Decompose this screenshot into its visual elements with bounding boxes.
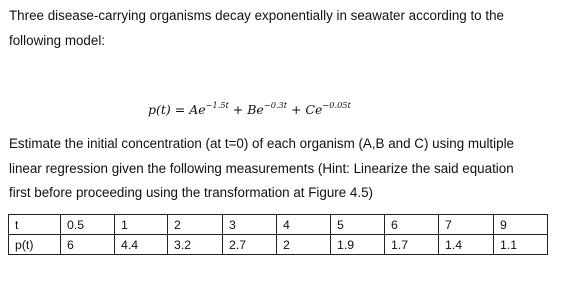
table-cell: 4: [277, 215, 331, 235]
table-cell: 6: [385, 215, 439, 235]
table-cell: 1.4: [439, 235, 494, 255]
instruction-line-1: Estimate the initial concentration (at t=0) of each organism (A,B and C) using multiple: [9, 136, 514, 151]
table-cell: 1.7: [385, 235, 439, 255]
term-2-coef: Be: [247, 102, 264, 118]
term-1-exponent: −1.5t: [205, 100, 229, 110]
table-cell: 5: [331, 215, 385, 235]
instruction-line-2: linear regression given the following measurements (Hint: Linearize the said equation: [9, 160, 514, 176]
table-cell: 0.5: [61, 215, 115, 235]
instruction-line-3: first before proceeding using the transformation at Figure 4.5): [9, 185, 373, 200]
table-cell: 6: [61, 235, 115, 255]
table-cell: 7: [439, 215, 494, 235]
problem-instructions: [9, 132, 554, 206]
table-row-t: [9, 215, 548, 235]
decay-model-equation: [148, 101, 351, 117]
table-row-p: [9, 235, 548, 255]
problem-intro: [9, 4, 554, 53]
table-cell: 4.4: [115, 235, 168, 255]
intro-line-1: Three disease-carrying organisms decay exponentially in seawater according to the: [9, 8, 504, 23]
term-1-coef: Ae: [189, 102, 206, 118]
table-cell: 9: [494, 215, 548, 235]
term-3-exponent: −0.05t: [322, 100, 351, 110]
equation-lhs: p(t) =: [148, 102, 190, 118]
table-cell: 1: [115, 215, 168, 235]
table-cell: 1.9: [331, 235, 385, 255]
row-label-t: t: [9, 215, 61, 235]
table-cell: 1.1: [494, 235, 548, 255]
measurement-table: [8, 214, 548, 255]
table-cell: 2: [277, 235, 331, 255]
term-2-exponent: −0.3t: [263, 100, 287, 110]
intro-line-2: following model:: [9, 32, 106, 48]
plus-sign-1: +: [228, 102, 248, 118]
table-cell: 2: [168, 215, 223, 235]
plus-sign-2: +: [287, 102, 306, 118]
row-label-p: p(t): [9, 235, 61, 255]
table-cell: 2.7: [223, 235, 277, 255]
table-cell: 3.2: [168, 235, 223, 255]
table-cell: 3: [223, 215, 277, 235]
term-3-coef: Ce: [305, 102, 323, 118]
